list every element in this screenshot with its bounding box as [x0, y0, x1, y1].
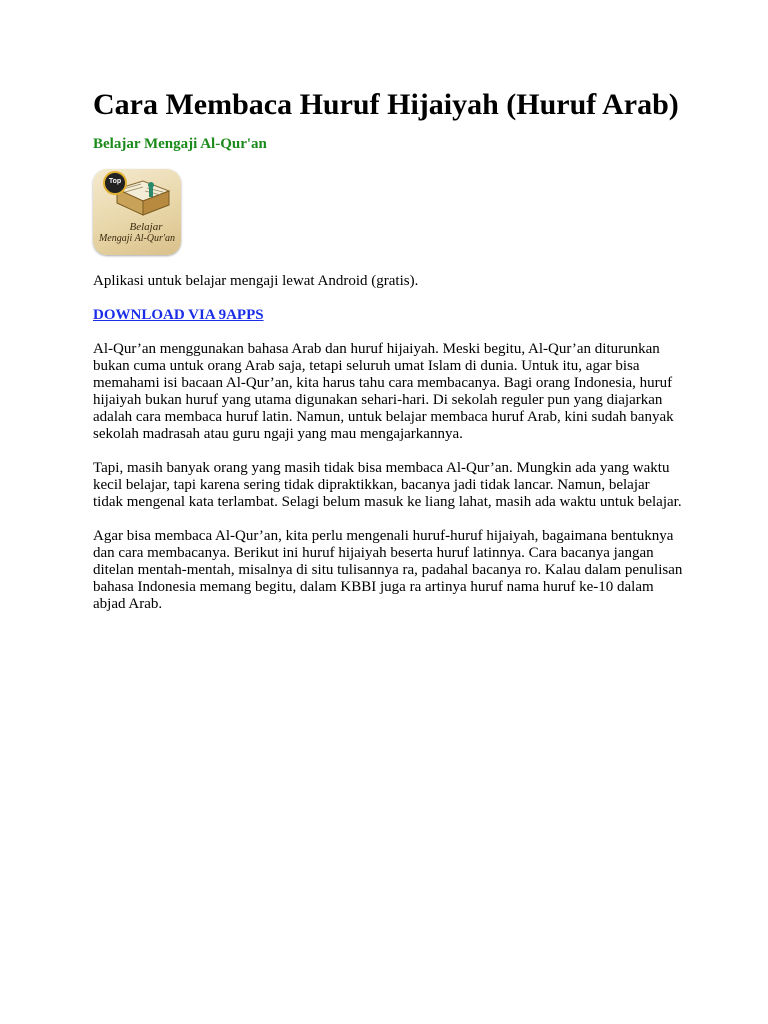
app-icon-caption-line2: Mengaji Al-Qur'an — [98, 233, 176, 244]
body-paragraph-3: Agar bisa membaca Al-Qur’an, kita perlu mengenali huruf-huruf hijaiyah, bagaimana bentuknya dan cara membacanya. Berikut ini huruf hijaiyah beserta huruf latinnya. Cara bacanya jangan ditelan mentah-mentah, misalnya di situ tulisannya ra, padahal bacanya ro. Kalau dalam penulisan bahasa Indonesia memang begitu, dalam KBBI juga ra artinya huruf nama huruf ke-10 dalam abjad Arab. — [93, 528, 683, 612]
body-paragraph-1: Al-Qur’an menggunakan bahasa Arab dan huruf hijaiyah. Meski begitu, Al-Qur’an diturunkan bukan cuma untuk orang Arab saja, tetapi seluruh umat Islam di dunia. Untuk itu, agar bisa memahami isi bacaan Al-Qur’an, kita harus tahu cara membacanya. Bagi orang Indonesia, huruf hijaiyah bukan huruf yang utama digunakan sehari-hari. Di sekolah reguler pun yang diajarkan adalah cara membaca huruf latin. Namun, untuk belajar membaca huruf Arab, kini sudah banyak sekolah madrasah atau guru ngaji yang mau mengajarkannya. — [93, 341, 674, 442]
app-icon-caption-line1: Belajar — [129, 221, 163, 233]
download-link-container — [93, 307, 683, 324]
document-page — [93, 88, 683, 630]
page-title: Cara Membaca Huruf Hijaiyah (Huruf Arab) — [93, 88, 679, 121]
body-paragraph-2: Tapi, masih banyak orang yang masih tidak bisa membaca Al-Qur’an. Mungkin ada yang waktu kecil belajar, tapi karena sering tidak dipraktikkan, bacanya jadi tidak lancar. Namun, belajar tidak mengenal kata terlambat. Selagi belum masuk ke liang lahat, masih ada waktu untuk belajar. — [93, 460, 682, 510]
app-icon-image[interactable] — [93, 169, 181, 255]
intro-paragraph: Aplikasi untuk belajar mengaji lewat Android (gratis). — [93, 273, 419, 289]
download-link[interactable]: DOWNLOAD VIA 9APPS — [93, 307, 264, 323]
top-badge: Top — [103, 171, 127, 195]
subtitle: Belajar Mengaji Al-Qur'an — [93, 136, 267, 152]
